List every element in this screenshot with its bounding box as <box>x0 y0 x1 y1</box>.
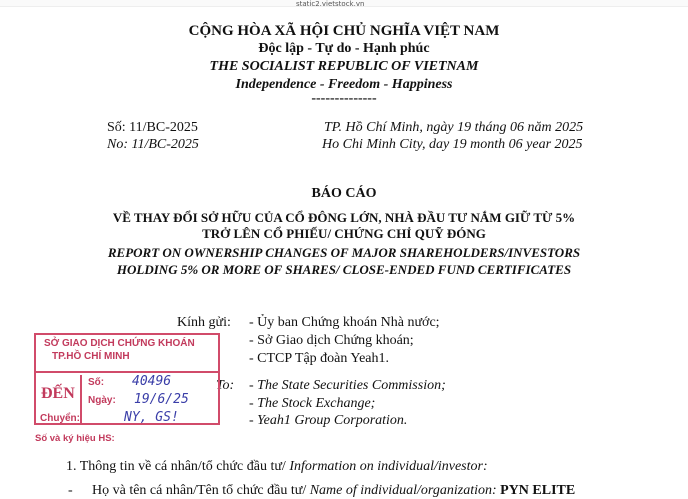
stamp-column-divider <box>80 375 82 423</box>
document-date-vn: TP. Hồ Chí Minh, ngày 19 tháng 06 năm 2025 <box>324 120 584 135</box>
document-date-en: Ho Chi Minh City, day 19 month 06 year 2025 <box>322 137 583 152</box>
title-line1-en: REPORT ON OWNERSHIP CHANGES OF MAJOR SHAREHOLDERS/INVESTORS <box>107 245 581 260</box>
addressee-label-vn: Kính gửi: <box>177 315 231 330</box>
report-title: BÁO CÁO <box>311 186 377 201</box>
investor-name-value: PYN ELITE <box>500 483 576 498</box>
title-line1-vn: VỀ THAY ĐỔI SỞ HỮU CỦA CỔ ĐÔNG LỚN, NHÀ ĐẦU TƯ NẮM GIỮ TỪ 5% <box>112 210 576 225</box>
stamp-den: ĐẾN <box>41 385 75 402</box>
addressee-en-2: - The Stock Exchange; <box>249 396 376 411</box>
addressee-vn-2: - Sở Giao dịch Chứng khoán; <box>249 333 414 348</box>
document-number-vn: Số: 11/BC-2025 <box>107 120 198 135</box>
source-url: static2.vietstock.vn <box>296 0 365 8</box>
document-number-en: No: 11/BC-2025 <box>107 137 199 152</box>
stamp-ngay-label: Ngày: <box>88 395 116 406</box>
country-name-vn: CỘNG HÒA XÃ HỘI CHỦ NGHĨA VIỆT NAM <box>188 23 500 39</box>
stamp-file-code-label: Số và ký hiệu HS: <box>35 433 115 444</box>
investor-name-line <box>92 483 575 499</box>
stamp-so-label: Số: <box>88 377 105 388</box>
motto-en: Independence - Freedom - Happiness <box>235 77 453 92</box>
title-line2-en: HOLDING 5% OR MORE OF SHARES/ CLOSE-ENDED FUND CERTIFICATES <box>116 262 572 277</box>
investor-name-label-en: Name of individual/organization: <box>309 483 501 498</box>
stamp-ngay-value: 19/6/25 <box>134 392 189 407</box>
addressee-en-1: - The State Securities Commission; <box>249 378 446 393</box>
motto-vn: Độc lập - Tự do - Hạnh phúc <box>258 41 430 56</box>
stamp-exchange-name: SỞ GIAO DỊCH CHỨNG KHOÁN <box>44 338 195 349</box>
received-stamp <box>34 333 220 425</box>
stamp-city: TP.HỒ CHÍ MINH <box>52 351 130 362</box>
investor-name-label-vn: Họ và tên cá nhân/Tên tổ chức đầu tư/ <box>92 483 310 498</box>
section-1-heading-en: Information on individual/investor: <box>289 459 488 474</box>
title-line2-vn: TRỞ LÊN CỔ PHIẾU/ CHỨNG CHỈ QUỸ ĐÓNG <box>202 226 486 241</box>
stamp-so-value: 40496 <box>132 374 172 389</box>
stamp-chuyen-value: NY, GS! <box>124 410 179 425</box>
addressee-vn-3: - CTCP Tập đoàn Yeah1. <box>249 351 389 366</box>
section-1-heading <box>66 459 488 475</box>
country-name-en: THE SOCIALIST REPUBLIC OF VIETNAM <box>209 59 479 74</box>
stamp-chuyen-label: Chuyển: <box>40 413 80 424</box>
addressee-vn-1: - Ủy ban Chứng khoán Nhà nước; <box>249 315 440 330</box>
header-divider: -------------- <box>311 91 377 106</box>
addressee-en-3: - Yeah1 Group Corporation. <box>249 413 408 428</box>
stamp-file-code <box>35 433 216 449</box>
stamp-divider <box>36 371 218 373</box>
section-1-heading-vn: 1. Thông tin về cá nhân/tổ chức đầu tư/ <box>66 459 290 474</box>
addressee-label-en: To: <box>216 378 235 393</box>
bullet-dash: - <box>68 483 73 498</box>
